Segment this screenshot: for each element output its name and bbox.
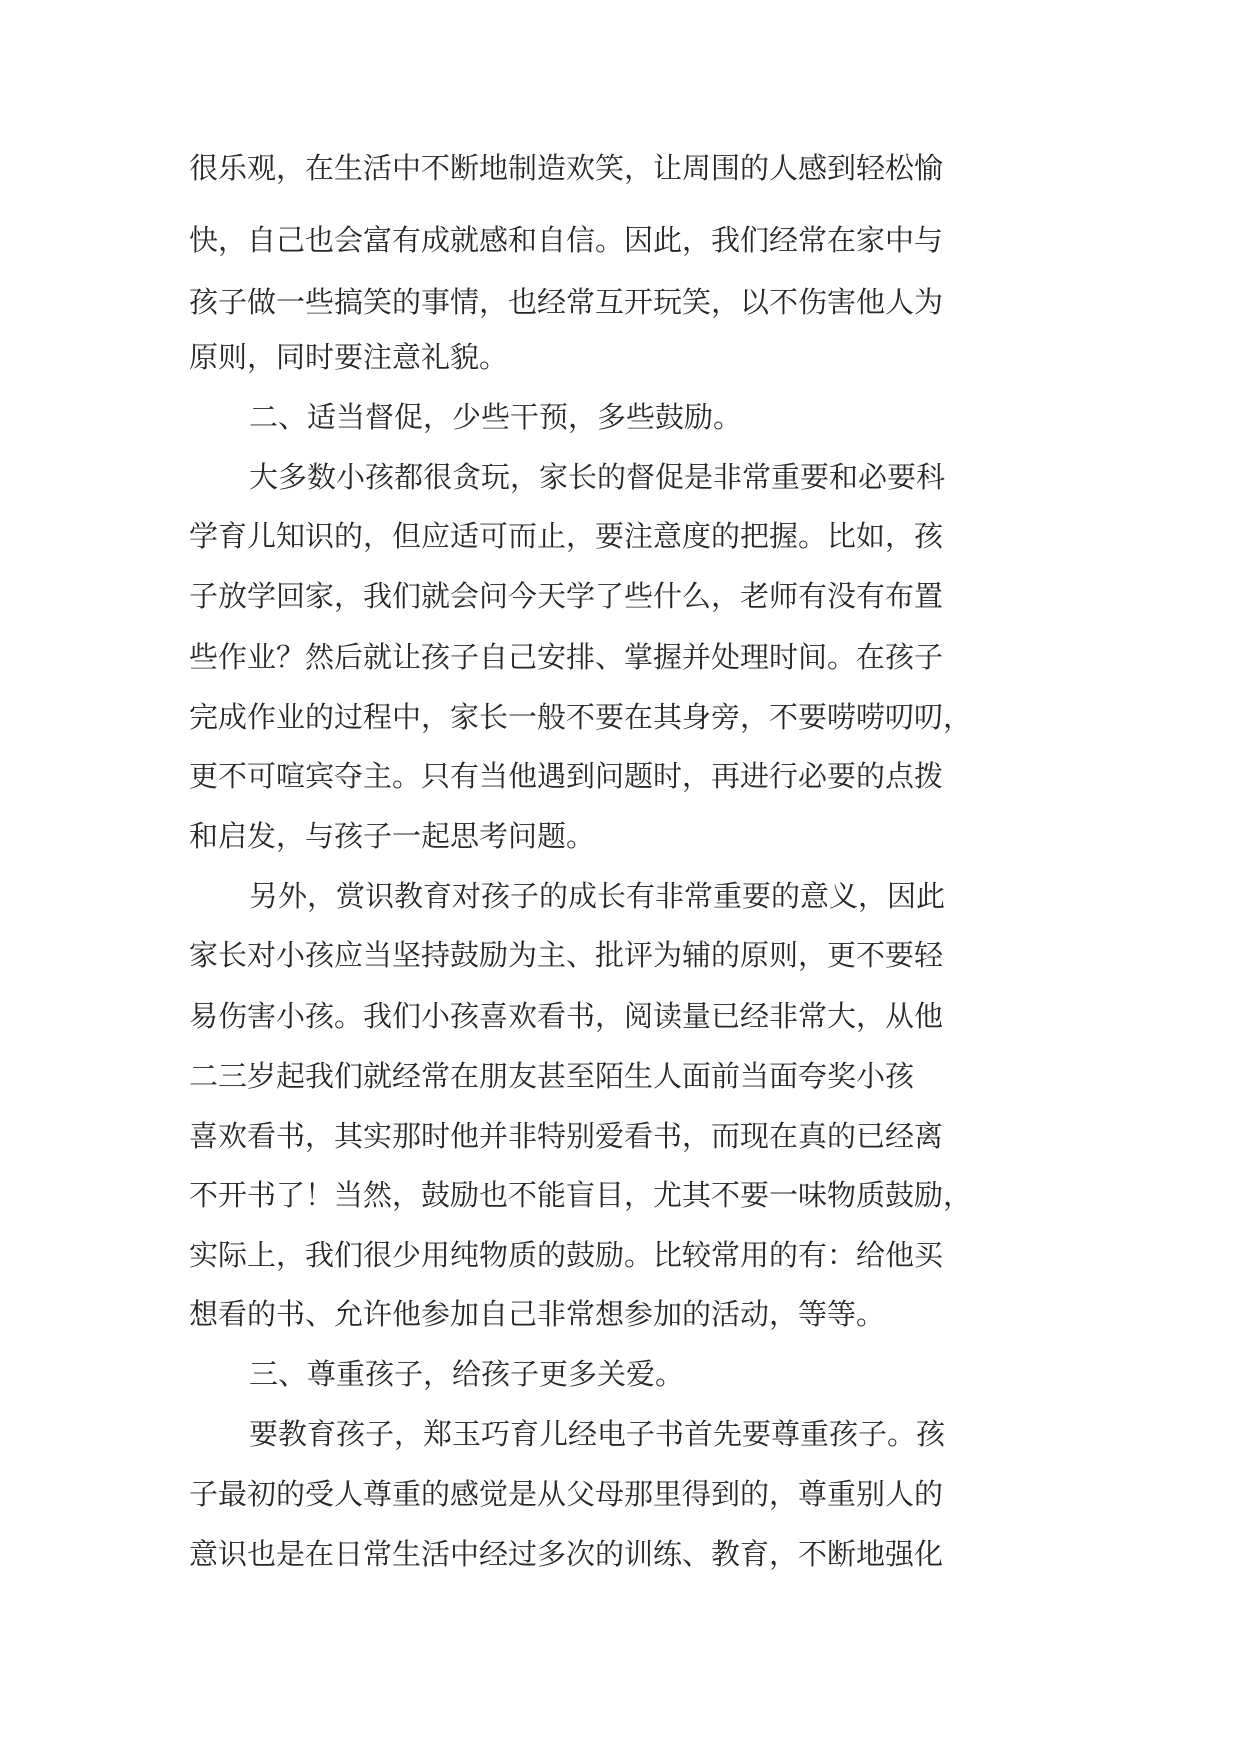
text-line: 完成作业的过程中，家长一般不要在其身旁，不要唠唠叨叨， (189, 700, 973, 734)
text-line: 喜欢看书，其实那时他并非特别爱看书，而现在真的已经离 (189, 1119, 944, 1153)
text-line: 学育儿知识的，但应适可而止，要注意度的把握。比如，孩 (189, 519, 944, 553)
text-line: 易伤害小孩。我们小孩喜欢看书，阅读量已经非常大，从他 (189, 999, 944, 1033)
section-heading: 二、适当督促，少些干预，多些鼓励。 (249, 400, 743, 434)
text-line: 另外，赏识教育对孩子的成长有非常重要的意义，因此 (249, 879, 946, 913)
text-line: 子最初的受人尊重的感觉是从父母那里得到的，尊重别人的 (189, 1477, 944, 1511)
text-line: 要教育孩子，郑玉巧育儿经电子书首先要尊重孩子。孩 (249, 1417, 946, 1451)
text-line: 和启发，与孩子一起思考问题。 (189, 819, 596, 853)
text-line: 子放学回家，我们就会问今天学了些什么，老师有没有布置 (189, 579, 944, 613)
text-line: 意识也是在日常生活中经过多次的训练、教育，不断地强化 (189, 1537, 944, 1571)
text-line: 想看的书、允许他参加自己非常想参加的活动，等等。 (189, 1297, 886, 1331)
text-line: 更不可喧宾夺主。只有当他遇到问题时，再进行必要的点拨 (189, 759, 944, 793)
section-heading: 三、尊重孩子，给孩子更多关爱。 (249, 1357, 685, 1391)
text-line: 很乐观，在生活中不断地制造欢笑，让周围的人感到轻松愉 (189, 151, 944, 185)
text-line: 些作业？然后就让孩子自己安排、掌握并处理时间。在孩子 (189, 640, 944, 674)
text-line: 家长对小孩应当坚持鼓励为主、批评为辅的原则，更不要轻 (189, 938, 944, 972)
text-line: 实际上，我们很少用纯物质的鼓励。比较常用的有：给他买 (189, 1238, 944, 1272)
text-line: 快，自己也会富有成就感和自信。因此，我们经常在家中与 (189, 223, 944, 257)
text-line: 二三岁起我们就经常在朋友甚至陌生人面前当面夸奖小孩 (189, 1059, 915, 1093)
text-line: 不开书了！当然，鼓励也不能盲目，尤其不要一味物质鼓励， (189, 1178, 973, 1212)
text-line: 原则，同时要注意礼貌。 (189, 340, 509, 374)
text-line: 孩子做一些搞笑的事情，也经常互开玩笑，以不伤害他人为 (189, 285, 944, 319)
text-line: 大多数小孩都很贪玩，家长的督促是非常重要和必要科 (249, 460, 946, 494)
